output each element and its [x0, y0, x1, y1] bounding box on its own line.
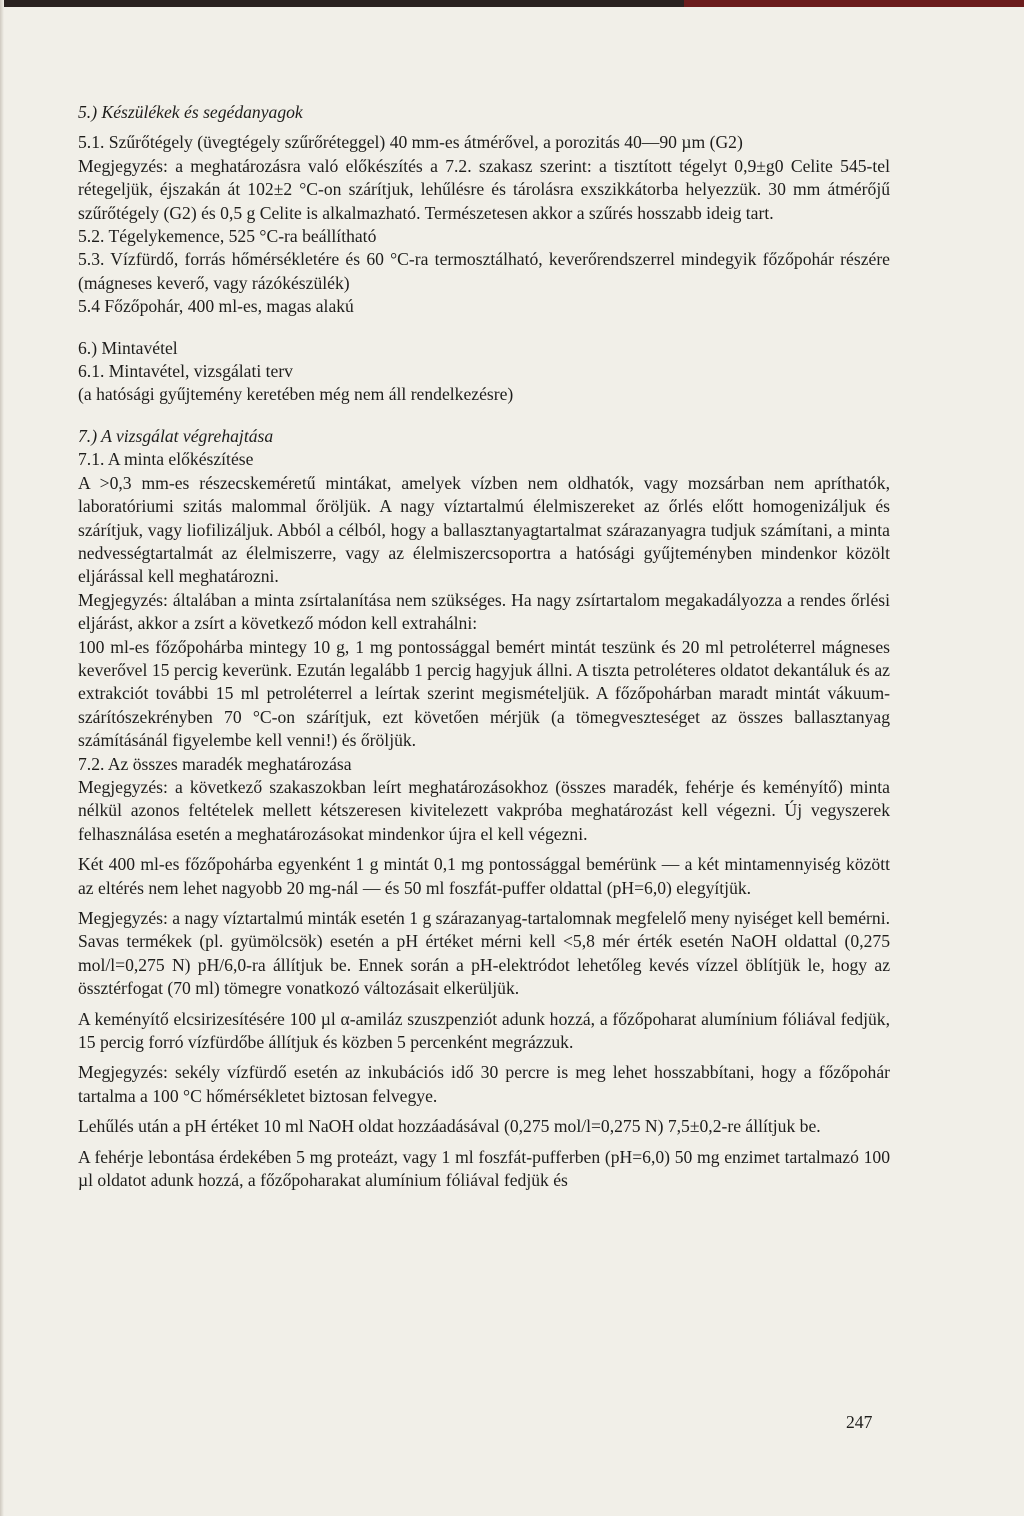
- item-5-1: 5.1. Szűrőtégely (üvegtégely szűrőréteggel) 40 mm-es átmérővel, a porozitás 40—90 µm (G2): [78, 132, 743, 153]
- paragraph-7: A keményítő elcsirizesítésére 100 µl α-amiláz szuszpenziót adunk hozzá, a főzőpoharat alumínium fóliával fedjük, 15 percig forró vízfürdőbe állítjuk és közben 5 percenként megrázzuk.: [78, 1008, 890, 1053]
- item-5-2: 5.2. Tégelykemence, 525 °C-ra beállítható: [78, 226, 377, 247]
- paragraph-9: Lehűlés után a pH értéket 10 ml NaOH oldat hozzáadásával (0,275 mol/l=0,275 N) 7,5±0,2-re állítjuk be.: [78, 1116, 821, 1137]
- section-5-heading: 5.) Készülékek és segédanyagok: [78, 102, 303, 122]
- paragraph-5: Két 400 ml-es főzőpohárba egyenként 1 g mintát 0,1 mg pontossággal bemérünk — a két mintamennyiség között az eltérés nem lehet nagyobb 20 mg-nál — és 50 ml foszfát-puffer oldattal (pH=6,0) elegyítjük.: [78, 854, 890, 898]
- item-7-2: 7.2. Az összes maradék meghatározása: [78, 753, 352, 774]
- paragraph-4: Megjegyzés: a következő szakaszokban leírt meghatározásokhoz (összes maradék, fehérje és keményítő) minta nélkül azonos feltételek mellett kétszeresen kivitelezett vakpróba meghatározást kell végezni. Új vegyszerek felhasználása esetén a meghatározásokat mindenkor újra el kell végezni.: [78, 776, 890, 844]
- page-body: [78, 101, 890, 1192]
- item-5-4: 5.4 Főzőpohár, 400 ml-es, magas alakú: [78, 296, 354, 317]
- section-6-heading: 6.) Mintavétel: [78, 337, 178, 358]
- paragraph-3: 100 ml-es főzőpohárba mintegy 10 g, 1 mg pontossággal bemért mintát teszünk és 20 ml petroléterrel mágneses keverővel 15 percig keverünk. Ezután legalább 1 percig hagyjuk állni. A tiszta petroléteres oldatot dekantáluk és az extrakciót további 15 ml petroléterrel a leírtak szerint megismételjük. A főzőpohárban maradt mintát vákuum-szárítószekrényben 70 °C-on szárítjuk, ezt követően mérjük (a tömegveszteséget az összes ballasztanyag számításánál figyelembe kell venni!) és őröljük.: [78, 636, 890, 751]
- item-7-1: 7.1. A minta előkészítése: [78, 449, 254, 470]
- paragraph-2: Megjegyzés: általában a minta zsírtalanítása nem szükséges. Ha nagy zsírtartalom megakadályozza a rendes őrlési eljárást, akkor a zsírt a következő módon kell extrahálni:: [78, 589, 890, 634]
- page-number: 247: [846, 1412, 873, 1432]
- paragraph-6: Megjegyzés: a nagy víztartalmú minták esetén 1 g szárazanyag-tartalomnak megfelelő meny nyiséget kell bemérni. Savas termékek (pl. gyümölcsök) esetén a pH értéket mérni kell <5,8 mér érték esetén NaOH oldattal (0,275 mol/l=0,275 N) pH/6,0-ra állítjuk be. Ennek során a pH-elektródot lehetőleg kevés vízzel öblítjük le, hogy az össztérfogat (70 ml) tömegre vonatkozó változásait elkerüljük.: [78, 908, 890, 999]
- item-5-1-note: Megjegyzés: a meghatározásra való előkészítés a 7.2. szakasz szerint: a tisztított tégelyt 0,9±g0 Celite 545-tel rétegeljük, éjszakán át 102±2 °C-on szárítjuk, lehűlésre és tárolásra exszikkátorba helyezzük. 30 mm átmérőjű szűrőtégely (G2) és 0,5 g Celite is alkalmazható. Természetesen akkor a szűrés hosszabb ideig tart.: [78, 155, 890, 223]
- scan-top-border-accent: [684, 0, 1024, 7]
- item-6-1-note: (a hatósági gyűjtemény keretében még nem áll rendelkezésre): [78, 384, 514, 405]
- paragraph-1: A >0,3 mm-es részecskeméretű mintákat, amelyek vízben nem oldhatók, vagy mozsárban nem apríthatók, laboratóriumi szitás malommal őröljük. A nagy víztartalmú élelmiszereket az őrlés előtt homogenizáljuk és szárítjuk, vagy liofilizáljuk. Abból a célból, hogy a ballasztanyagtartalmat szárazanyagra tudjuk számítani, a minta nedvességtartalmát az élelmiszerre, vagy az élelmiszercsoportra a hatósági gyűjteményben mindenkor közölt eljárással kell meghatározni.: [78, 472, 890, 587]
- paragraph-8: Megjegyzés: sekély vízfürdő esetén az inkubációs idő 30 percre is meg lehet hosszabbítani, hogy a főzőpohár tartalma a 100 °C hőmérsékletet biztosan felvegye.: [78, 1062, 890, 1106]
- section-7-heading: 7.) A vizsgálat végrehajtása: [78, 425, 274, 446]
- scan-left-edge: [0, 0, 4, 1516]
- item-5-3: 5.3. Vízfürdő, forrás hőmérsékletére és 60 °C-ra termosztálható, keverőrendszerrel mindegyik főzőpohár részére (mágneses keverő, vagy rázókészülék): [78, 249, 890, 293]
- item-6-1: 6.1. Mintavétel, vizsgálati terv: [78, 361, 293, 382]
- paragraph-10: A fehérje lebontása érdekében 5 mg proteázt, vagy 1 ml foszfát-pufferben (pH=6,0) 50 mg enzimet tartalmazó 100 µl oldatot adunk hozzá, a főzőpoharakat alumínium fóliával fedjük és: [78, 1146, 890, 1191]
